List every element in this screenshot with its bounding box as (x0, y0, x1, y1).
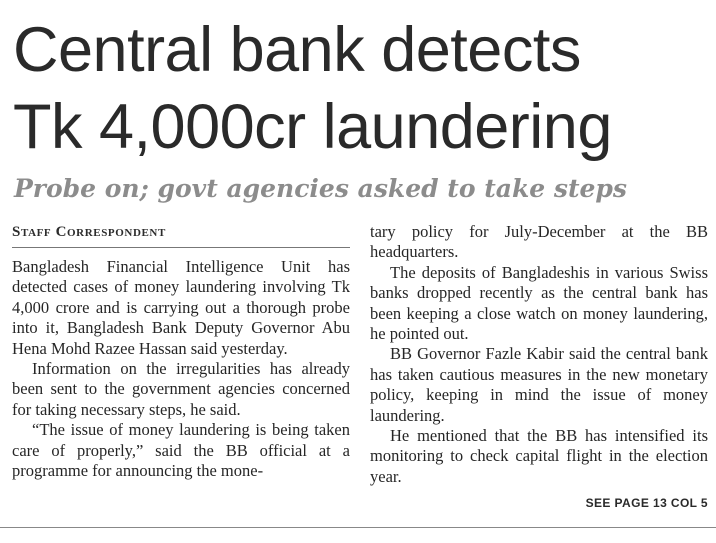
subheadline: Probe on; govt agencies asked to take steps (14, 174, 627, 203)
paragraph: The deposits of Bangladeshis in various Swiss banks dropped recently as the central bank has been keeping a close watch on money laundering, he pointed out. (370, 262, 708, 344)
paragraph: Information on the irregularities has already been sent to the government agencies concerned for taking necessary steps, he said. (12, 359, 350, 419)
paragraph: BB Governor Fazle Kabir said the central bank has taken cautious measures in the new monetary policy, keeping in mind the issue of money laundering. (370, 344, 708, 425)
article-column-1 (12, 222, 350, 481)
bottom-rule (0, 527, 716, 528)
paragraph: “The issue of money laundering is being taken care of properly,” said the BB official at a programme for announcing the mone- (12, 420, 350, 481)
continuation-jump-line[interactable]: SEE PAGE 13 COL 5 (585, 496, 708, 511)
article-column-2 (370, 222, 708, 514)
paragraph: He mentioned that the BB has intensified its monitoring to check capital flight in the election year. (370, 426, 708, 486)
headline-line-1: Central bank detects (13, 15, 581, 85)
headline (13, 12, 713, 166)
headline-line-2: Tk 4,000cr laundering (13, 92, 612, 162)
paragraph: tary policy for July-December at the BB headquarters. (370, 222, 708, 262)
paragraph: Bangladesh Financial Intelligence Unit has detected cases of money laundering involving Tk 4,000 crore and is carrying out a thorough probe into it, Bangladesh Bank Deputy Governor Abu Hena Mohd Razee Hassan said yesterday. (12, 257, 350, 358)
byline: Staff Correspondent (12, 222, 350, 248)
